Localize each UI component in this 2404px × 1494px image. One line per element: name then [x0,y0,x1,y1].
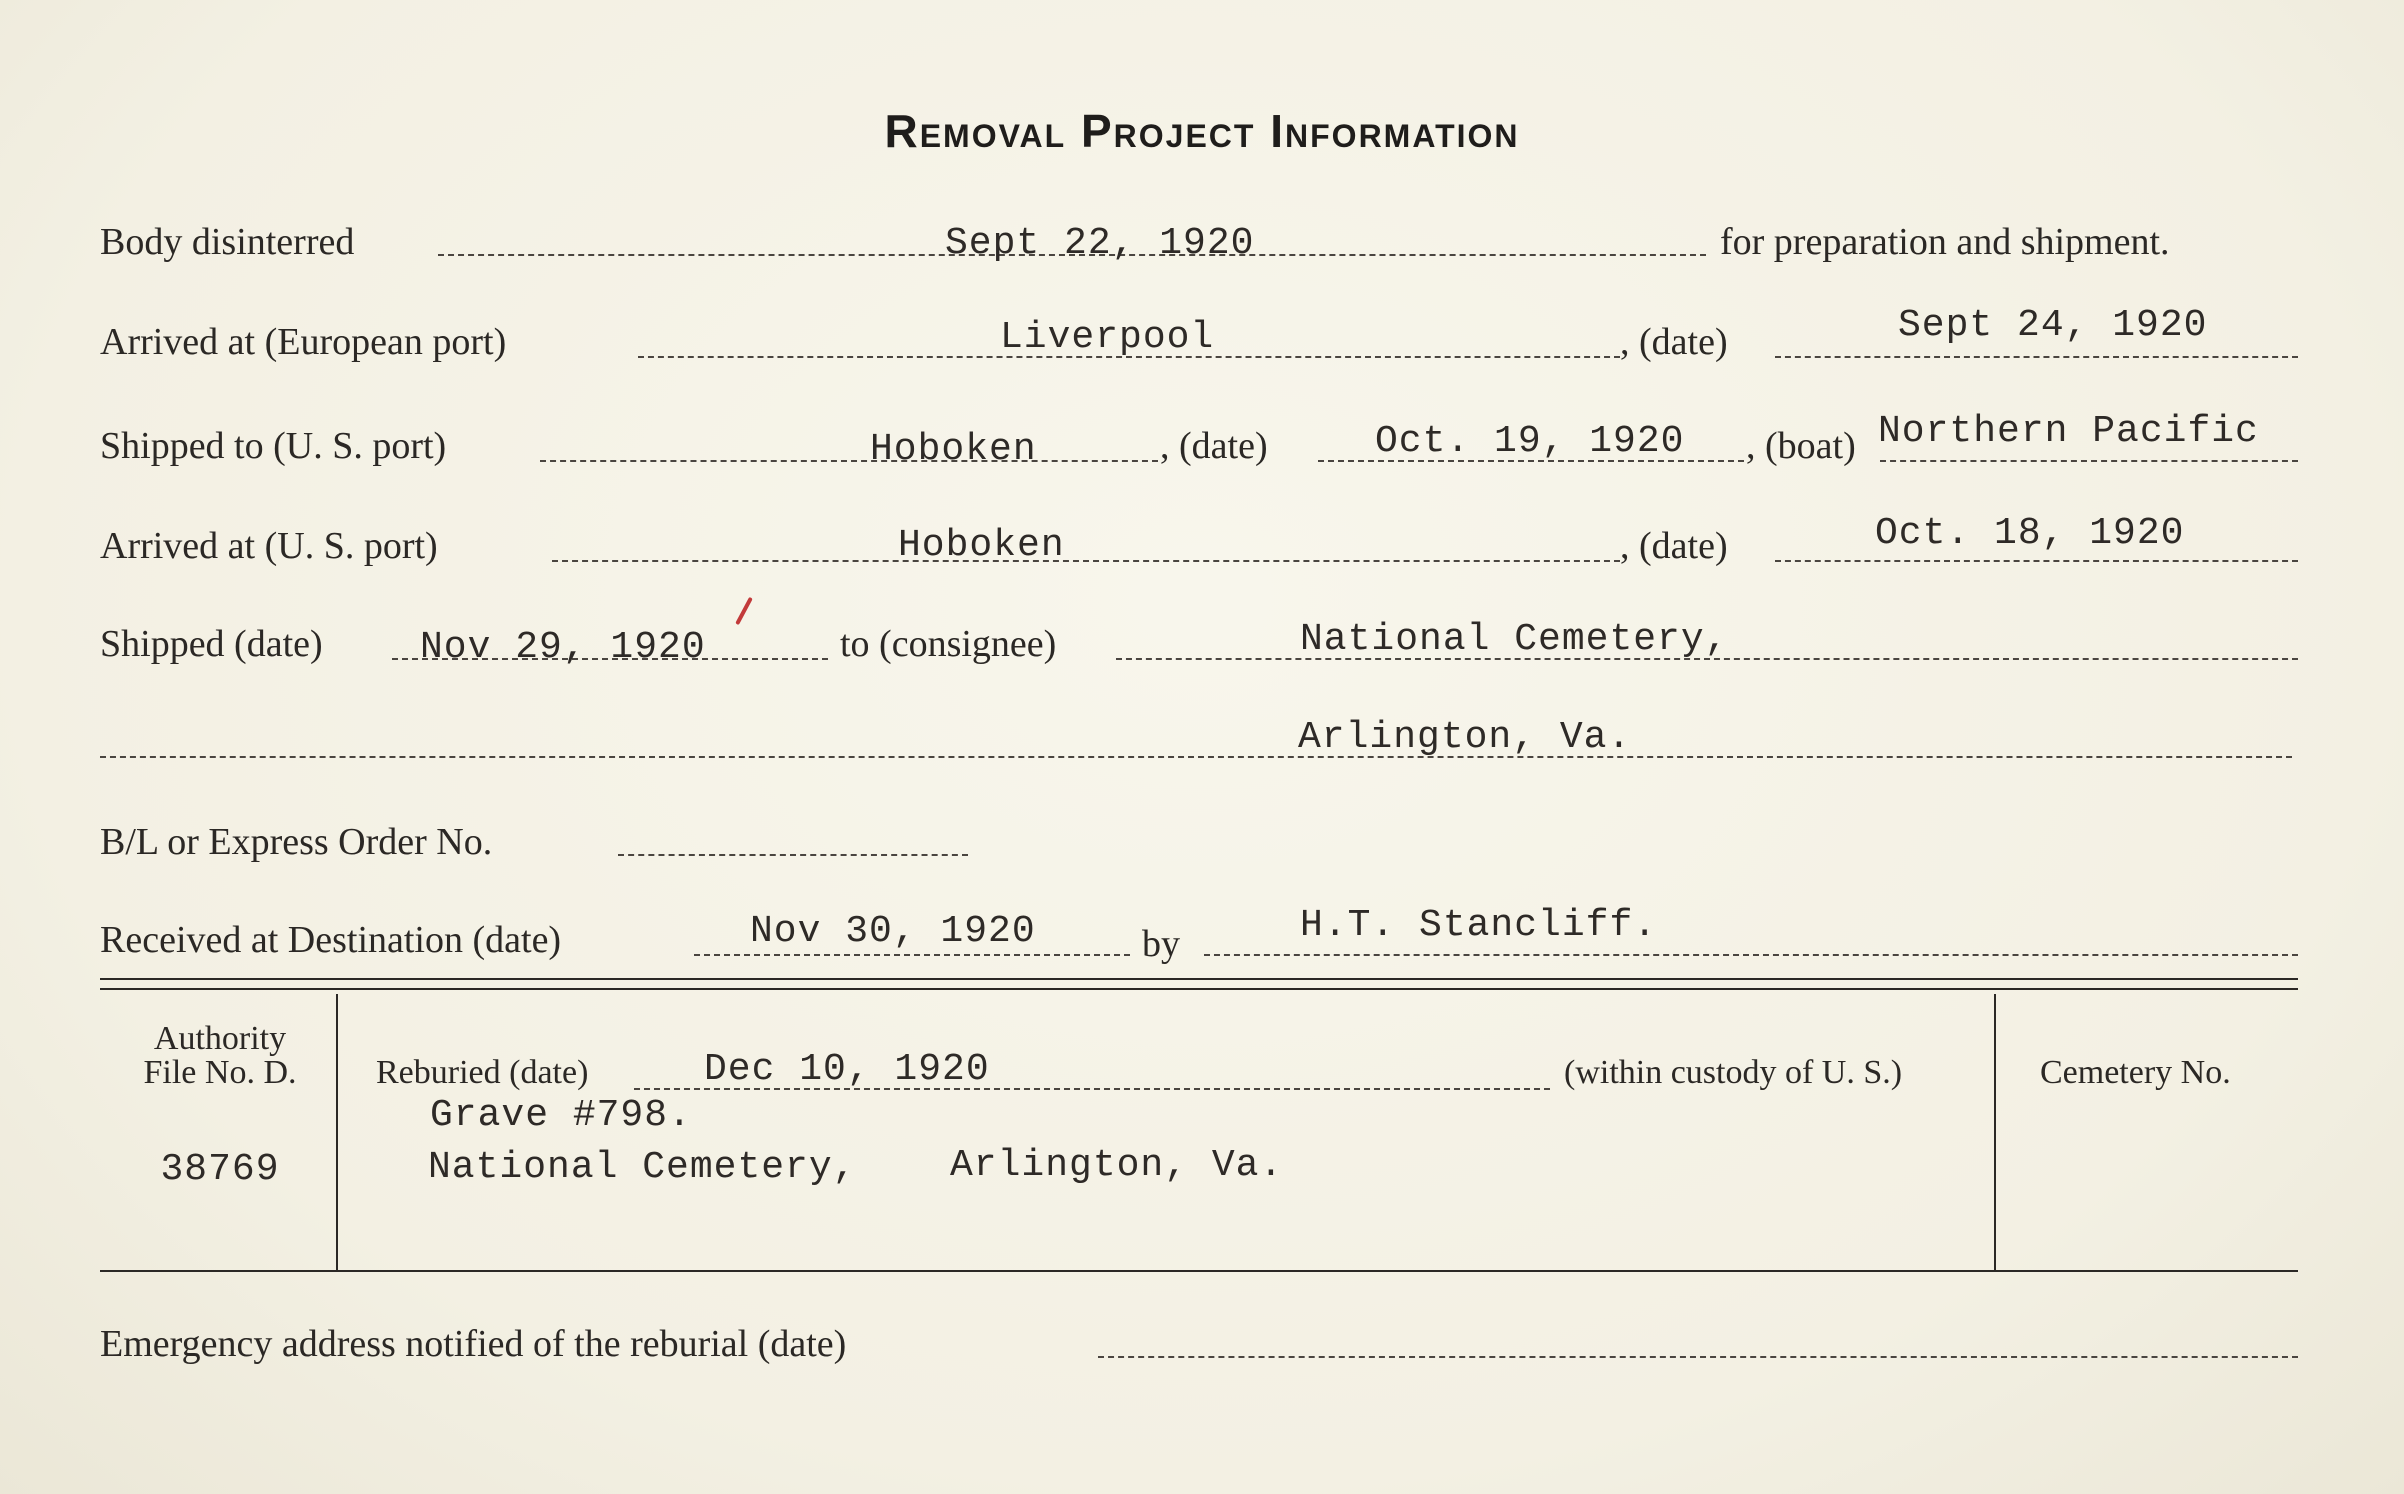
red-pencil-mark [735,597,753,625]
shipped-us-port: Hoboken [870,428,1037,471]
received-date-line [694,954,1130,956]
bl-line [618,854,968,856]
disinterred-label: Body disinterred [100,221,355,263]
box-top-rule-double [100,988,2298,990]
grave-number: Grave #798. [430,1094,692,1137]
authority-label [110,1022,330,1090]
box-bottom-rule [100,1270,2298,1272]
box-top-rule [100,978,2298,980]
arrived-us-date-label: , (date) [1620,525,1728,567]
disinterred-date: Sept 22, 1920 [945,222,1255,265]
consignee-line2: Arlington, Va. [1298,716,1632,759]
page-title: Removal Project Information [884,105,1520,157]
reburied-date: Dec 10, 1920 [704,1048,990,1091]
shipped-us-date: Oct. 19, 1920 [1375,420,1685,463]
arrived-eu-date-label: , (date) [1620,321,1728,363]
shipped-us-port-line [540,460,1158,462]
shipped-date: Nov 29, 1920 [420,626,706,669]
reburial-location-city: Arlington, Va. [950,1144,1284,1187]
consignee-label: to (consignee) [840,623,1057,665]
received-date: Nov 30, 1920 [750,910,1036,953]
authority-label-line2: File No. D. [143,1054,297,1091]
reburied-label: Reburied (date) [376,1054,589,1091]
arrived-eu-date: Sept 24, 1920 [1898,304,2208,347]
arrived-us-label: Arrived at (U. S. port) [100,525,438,567]
consignee-continuation-line [100,756,2292,758]
received-by-line [1204,954,2298,956]
box-divider-right [1994,994,1996,1270]
custody-note: (within custody of U. S.) [1564,1054,1903,1091]
shipped-us-boat: Northern Pacific [1878,410,2259,453]
bl-label: B/L or Express Order No. [100,821,493,863]
received-label: Received at Destination (date) [100,919,562,961]
arrived-eu-label: Arrived at (European port) [100,321,507,363]
shipped-label: Shipped (date) [100,623,323,665]
arrived-eu-port: Liverpool [1000,316,1215,359]
arrived-us-port: Hoboken [898,524,1065,567]
arrived-us-date: Oct. 18, 1920 [1875,512,2185,555]
arrived-eu-date-line [1775,356,2298,358]
authority-file-number: 38769 [160,1148,280,1191]
cemetery-number-label: Cemetery No. [2040,1054,2231,1091]
received-by-label: by [1142,923,1180,965]
shipped-us-date-label: , (date) [1160,425,1268,467]
box-divider-left [336,994,338,1270]
arrived-us-port-line [552,560,1620,562]
authority-label-line1: Authority [153,1020,287,1057]
shipped-us-label: Shipped to (U. S. port) [100,425,447,467]
received-by: H.T. Stancliff. [1300,904,1658,947]
consignee-line1: National Cemetery, [1300,618,1729,661]
arrived-us-date-line [1775,560,2298,562]
shipped-us-boat-line [1880,460,2298,462]
emergency-date-line [1098,1356,2298,1358]
reburial-location: National Cemetery, [428,1146,857,1189]
disinterred-suffix: for preparation and shipment. [1720,221,2170,263]
emergency-label: Emergency address notified of the reburial (date) [100,1323,847,1365]
shipped-us-boat-label: , (boat) [1746,425,1856,467]
